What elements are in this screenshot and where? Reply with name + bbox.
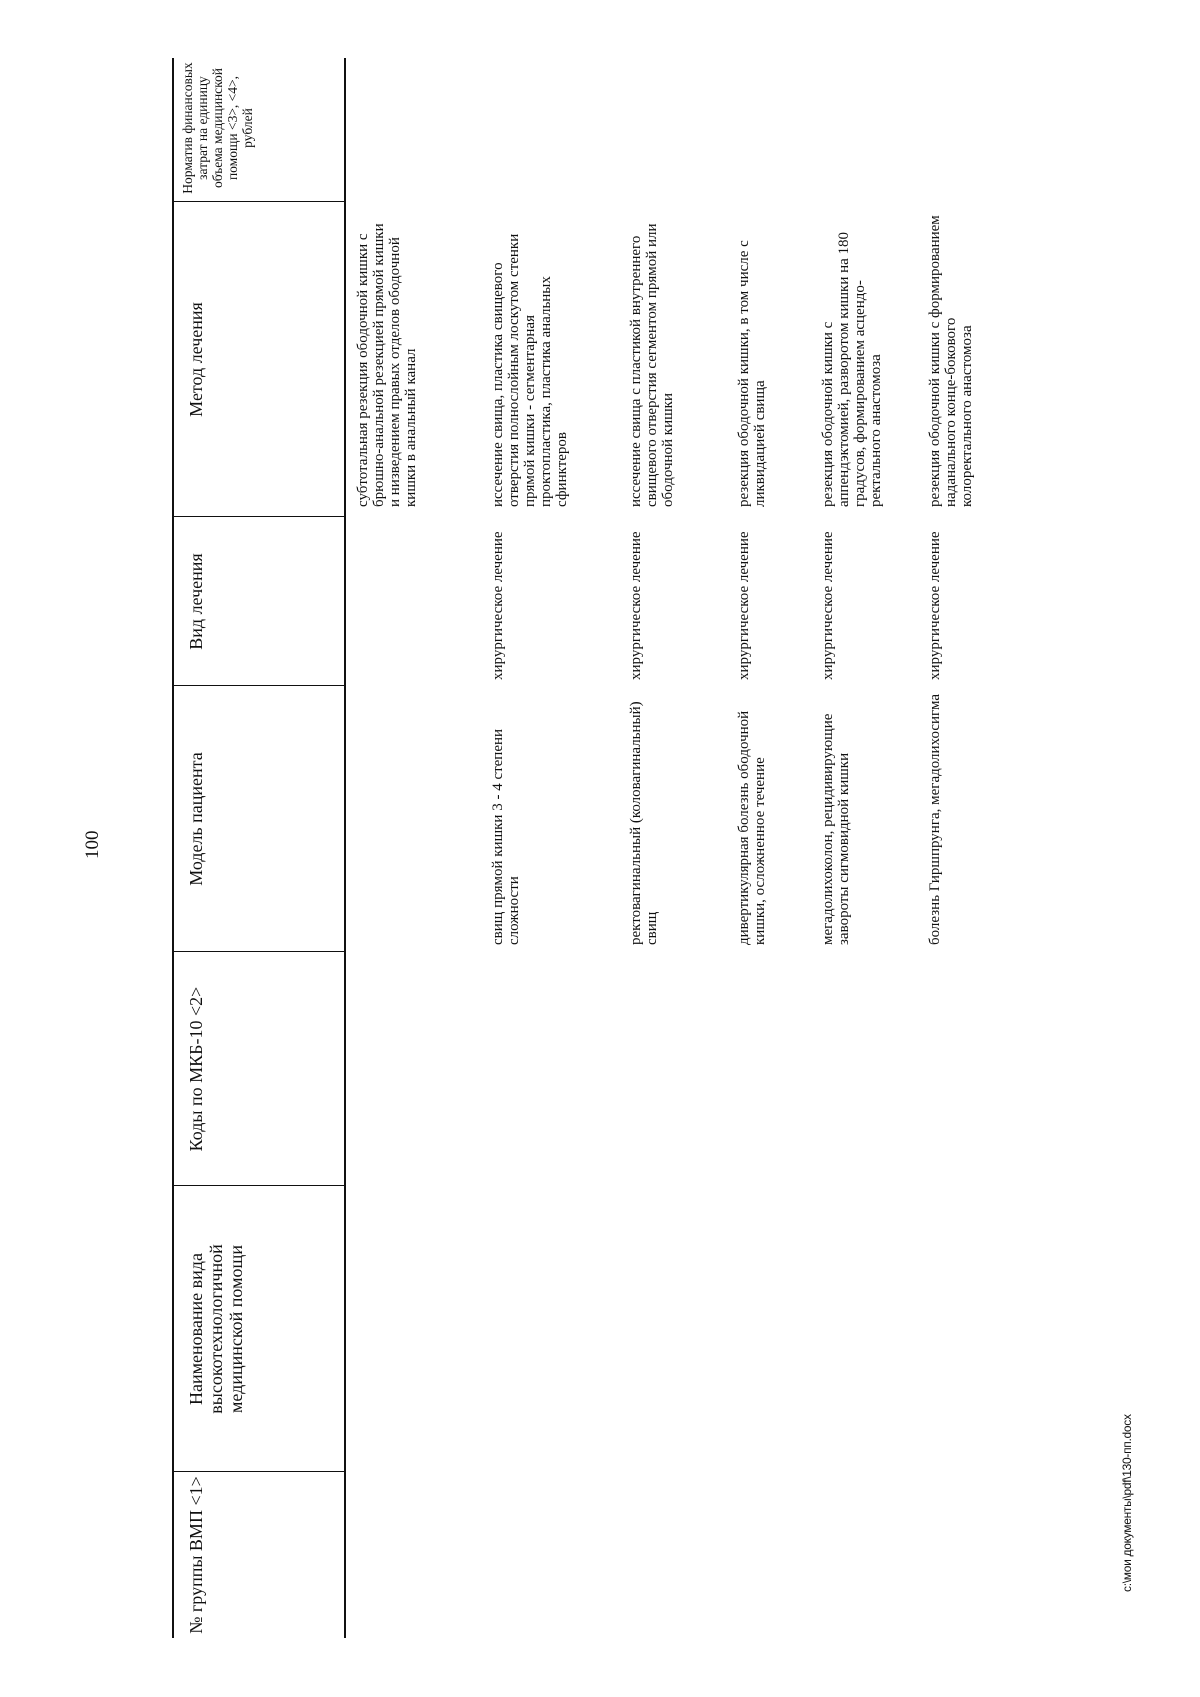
- header-patient-model: Модель пациента: [186, 752, 206, 886]
- page-number: 100: [82, 830, 103, 859]
- cell-treatment-type: хирургическое лечение: [820, 531, 836, 680]
- cell-method: резекция ободочной кишки с аппендэктомией, разворотом кишки на 180 градусов, формированием асцендо-ректального анастомоза: [820, 231, 884, 507]
- header-method: Метод лечения: [186, 302, 206, 417]
- cell-patient-model: ректовагинальный (коловагинальный) свищ: [628, 701, 660, 945]
- cell-patient-model: мегадолихоколон, рецидивирующие завороты сигмовидной кишки: [820, 713, 852, 945]
- header-group-number: № группы ВМП <1>: [186, 1476, 206, 1634]
- cell-treatment-type: хирургическое лечение: [490, 531, 506, 680]
- header-cost-norm: Норматив финансовых затрат на единицу объема медицинской помощи <3>, <4>, рублей: [180, 62, 255, 194]
- header-vmp-name: Наименование вида высокотехнологичной медицинской помощи: [186, 1244, 246, 1414]
- cell-method: иссечение свища, пластика свищевого отверстия полнослойным лоскутом стенки прямой кишки - сегментарная проктопластика, пластика анальных сфинктеров: [490, 233, 570, 507]
- cell-method: иссечение свища с пластикой внутреннего свищевого отверстия сегментом прямой или ободочной кишки: [628, 223, 676, 507]
- footer-file-path: c:\мои документы\pdf\130-пп.docx: [1120, 1414, 1134, 1592]
- cell-method: резекция ободочной кишки, в том числе с ликвидацией свища: [736, 240, 768, 507]
- table-top-border: [172, 58, 174, 1638]
- table-header-bottom-border: [344, 58, 346, 1638]
- cell-treatment-type: хирургическое лечение: [736, 531, 752, 680]
- cell-method: резекция ободочной кишки с формированием наданального конце-бокового колоректального анастомоза: [927, 215, 975, 507]
- cell-method: субтотальная резекция ободочной кишки с брюшно-анальной резекцией прямой кишки и низведением правых отделов ободочной кишки в анальный канал: [355, 223, 419, 507]
- header-icd-codes: Коды по МКБ-10 <2>: [186, 986, 206, 1152]
- cell-patient-model: свищ прямой кишки 3 - 4 степени сложности: [490, 728, 522, 945]
- cell-treatment-type: хирургическое лечение: [927, 531, 943, 680]
- cell-treatment-type: хирургическое лечение: [628, 531, 644, 680]
- cell-patient-model: болезнь Гиршпрунга, мегадолихосигма: [927, 693, 943, 945]
- header-treatment-type: Вид лечения: [186, 553, 206, 650]
- cell-patient-model: дивертикулярная болезнь ободочной кишки, осложненное течение: [736, 710, 768, 945]
